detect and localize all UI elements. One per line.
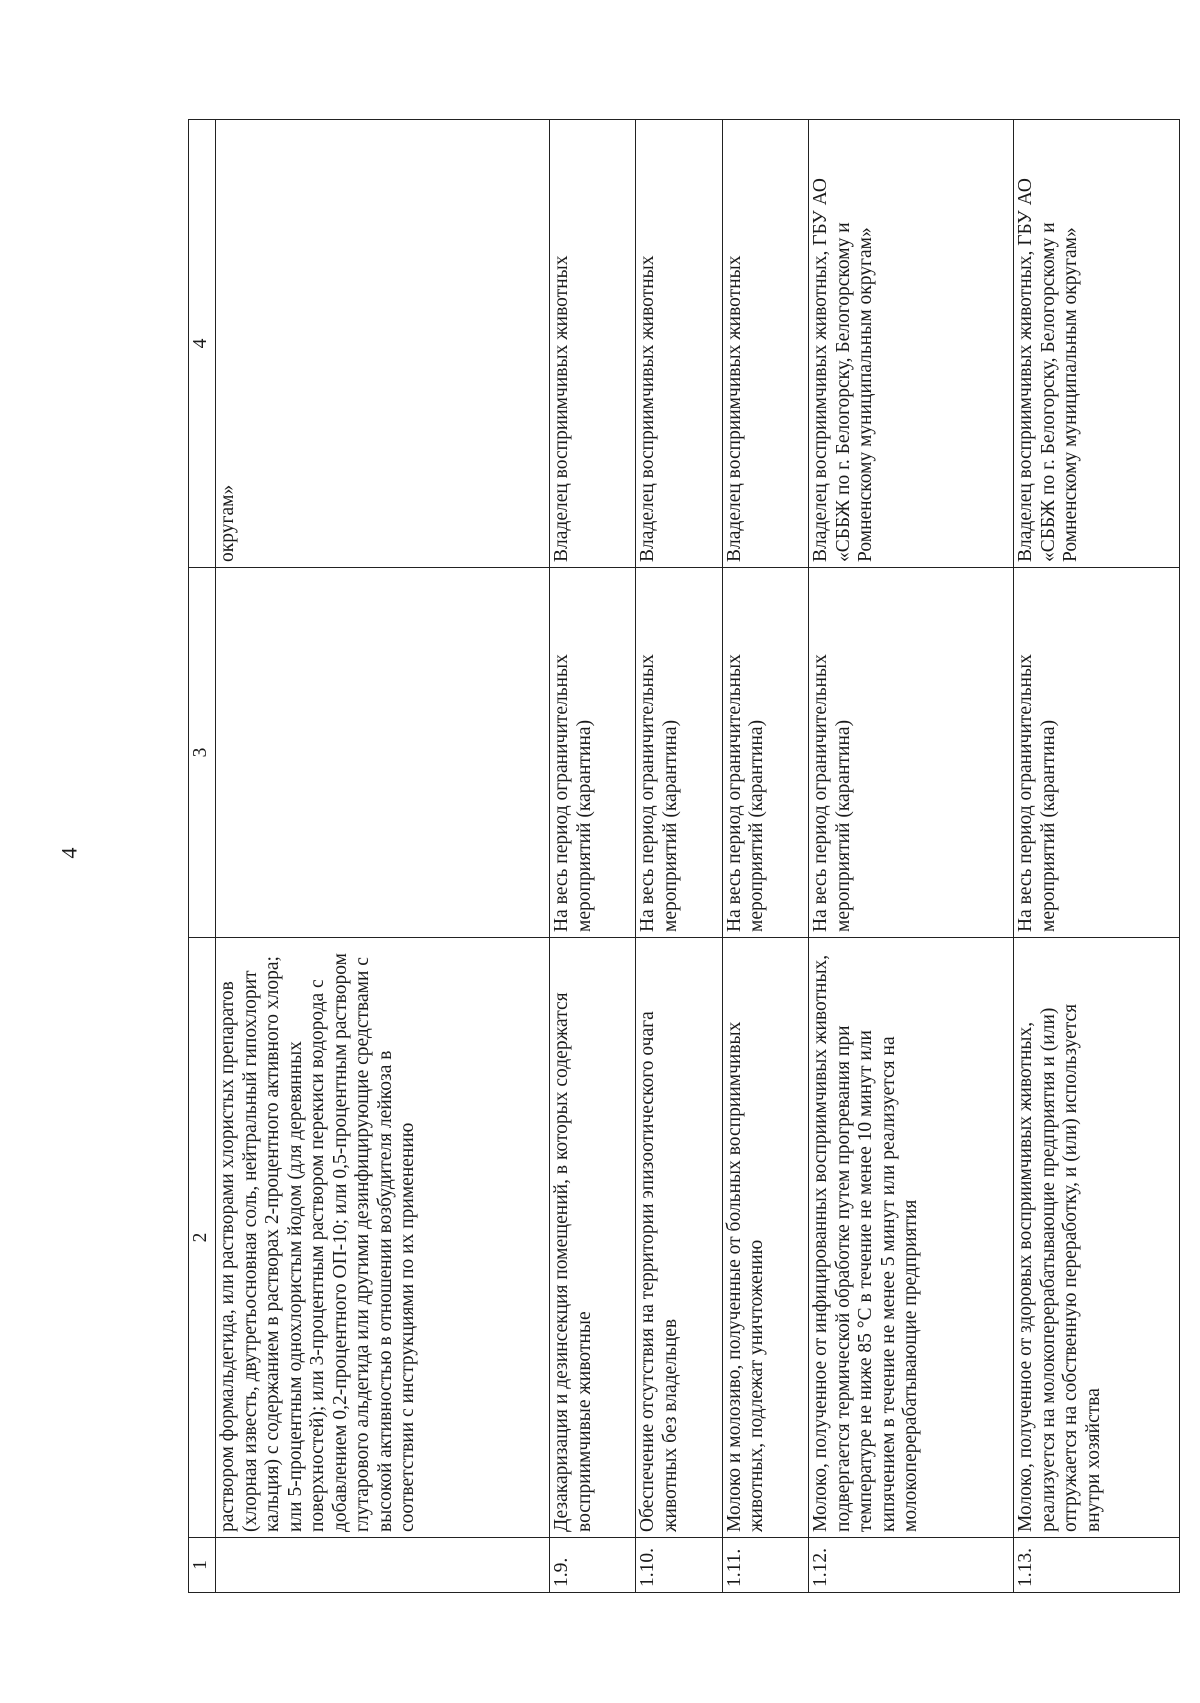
- responsible-cell: Владелец восприимчивых животных: [722, 120, 808, 568]
- column-header-3: 3: [189, 568, 216, 938]
- table-row: [722, 120, 808, 1593]
- measure-cell: раствором формальдегида, или растворами хлористых препаратов (хлорная известь, двутретьосновная соль, нейтральный гипохлорит кальция) с содержанием в растворах 2-процентного активного хлора; или 5-процентным однохлористым йодом (для деревянных поверхностей); или 3-процентным раствором перекиси водорода с добавлением 0,2-процентного ОП-10; или 0,5-процентным раствором глутарового альдегида или другими дезинфицирующие средствами с высокой активностью в отношении возбудителя лейкоза в соответствии с инструкциями по их применению: [216, 938, 550, 1538]
- rotated-table-container: [188, 120, 1180, 1593]
- measures-table: [188, 119, 1180, 1593]
- table-row: [809, 120, 1014, 1593]
- measure-cell: Молоко и молозиво, полученные от больных восприимчивых животных, подлежат уничтожению: [722, 938, 808, 1538]
- period-cell: На весь период ограничительных мероприятий (карантина): [636, 568, 722, 938]
- column-header-4: 4: [189, 120, 216, 568]
- header-row: [189, 120, 216, 1593]
- row-number: 1.12.: [809, 1538, 1014, 1593]
- responsible-cell: Владелец восприимчивых животных, ГБУ АО «СББЖ по г. Белогорску, Белогорскому и Ромненскому муниципальным округам»: [1014, 120, 1180, 568]
- measure-cell: Обеспечение отсутствия на территории эпизоотического очага животных без владельцев: [636, 938, 722, 1538]
- period-cell: На весь период ограничительных мероприятий (карантина): [722, 568, 808, 938]
- page-number: 4: [56, 847, 82, 859]
- responsible-cell: Владелец восприимчивых животных: [550, 120, 636, 568]
- measure-cell: Молоко, полученное от инфицированных восприимчивых животных, подвергается термической обработке путем прогревания при температуре не ниже 85 °С в течение не менее 10 минут или кипячением в течение не менее 5 минут или реализуется на молокоперерабатывающие предприятия: [809, 938, 1014, 1538]
- table-row: [636, 120, 722, 1593]
- measure-cell: Дезакаризация и дезинсекция помещений, в которых содержатся восприимчивые животные: [550, 938, 636, 1538]
- responsible-cell: округам»: [216, 120, 550, 568]
- row-number: 1.11.: [722, 1538, 808, 1593]
- measure-cell: Молоко, полученное от здоровых восприимчивых животных, реализуется на молокоперерабатывающие предприятия и (или) отгружается на собственную переработку, и (или) используется внутри хозяйства: [1014, 938, 1180, 1538]
- responsible-cell: Владелец восприимчивых животных, ГБУ АО «СББЖ по г. Белогорску, Белогорскому и Ромненскому муниципальным округам»: [809, 120, 1014, 568]
- column-header-2: 2: [189, 938, 216, 1538]
- row-number: 1.9.: [550, 1538, 636, 1593]
- period-cell: На весь период ограничительных мероприятий (карантина): [809, 568, 1014, 938]
- period-cell: На весь период ограничительных мероприятий (карантина): [550, 568, 636, 938]
- table-row: [1014, 120, 1180, 1593]
- column-header-1: 1: [189, 1538, 216, 1593]
- table-row: [550, 120, 636, 1593]
- row-number: 1.13.: [1014, 1538, 1180, 1593]
- period-cell: На весь период ограничительных мероприятий (карантина): [1014, 568, 1180, 938]
- period-cell: [216, 568, 550, 938]
- row-number: [216, 1538, 550, 1593]
- table-row: [216, 120, 550, 1593]
- row-number: 1.10.: [636, 1538, 722, 1593]
- responsible-cell: Владелец восприимчивых животных: [636, 120, 722, 568]
